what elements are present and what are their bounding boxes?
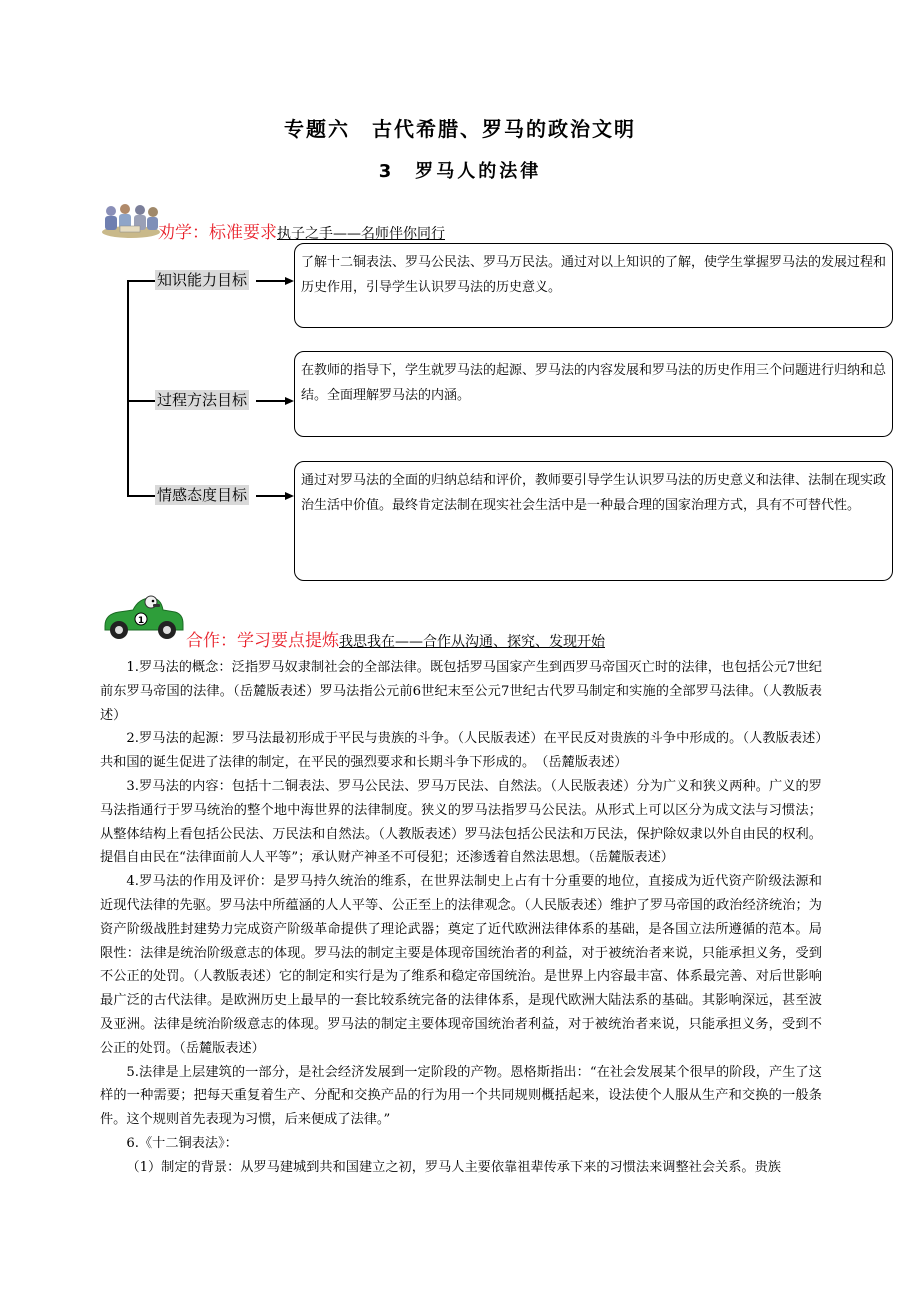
paragraph: （1）制定的背景：从罗马建城到共和国建立之初，罗马人主要依靠祖辈传承下来的习惯法来调整社会关系。贵族	[126, 1159, 781, 1175]
arrow-line	[256, 280, 288, 282]
arrow-line	[256, 495, 288, 497]
arrow-head	[285, 397, 294, 405]
goal-label-attitude: 情感态度目标	[157, 486, 248, 504]
arrow-head	[285, 492, 294, 500]
goal-label-knowledge: 知识能力目标	[157, 271, 248, 289]
goal-label-process: 过程方法目标	[157, 391, 248, 409]
page-subtitle: 3 罗马人的法律	[378, 161, 542, 182]
section1-heading-row	[158, 218, 445, 243]
people-group-icon	[100, 202, 162, 242]
goal-box-process: 在教师的指导下，学生就罗马法的起源、罗马法的内容发展和罗马法的历史作用三个问题进行归纳和总结。全面理解罗马法的内涵。	[294, 351, 893, 437]
paragraph: 2.罗马法的起源：罗马法最初形成于平民与贵族的斗争。（人民版表述）在平民反对贵族的斗争中形成的。（人教版表述）共和国的诞生促进了法律的制定，在平民的强烈要求和长期斗争下形成的。 （岳麓版表述）	[100, 731, 822, 771]
paragraph: 4.罗马法的作用及评价：是罗马持久统治的维系，在世界法制史上占有十分重要的地位，直接成为近代资产阶级法源和近现代法律的先驱。罗马法中所蕴涵的人人平等、公正至上的法律观念。（人民版表述）维护了罗马帝国的政治经济统治；为资产阶级战胜封建势力完成资产阶级革命提供了理论武器；奠定了近代欧洲法律体系的基础，是各国立法所遵循的范本。局限性：法律是统治阶级意志的体现。罗马法的制定主要是体现帝国统治者的利益，对于被统治者来说，只能承担义务，受到不公正的处罚。（人教版表述）它的制定和实行是为了维系和稳定帝国统治。是世界上内容最丰富、体系最完善、对后世影响最广泛的古代法律。是欧洲历史上最早的一套比较系统完备的法律体系，是现代欧洲大陆法系的基础。其影响深远，甚至波及亚洲。法律是统治阶级意志的体现。罗马法的制定主要体现帝国统治者利益，对于被统治者来说，只能承担义务，受到不公正的处罚。（岳麓版表述）	[100, 874, 822, 1056]
goal-box-knowledge: 了解十二铜表法、罗马公民法、罗马万民法。通过对以上知识的了解，使学生掌握罗马法的发展过程和历史作用，引导学生认识罗马法的历史意义。	[294, 243, 893, 328]
section1-heading: 劝学：标准要求	[158, 223, 277, 243]
tree-trunk	[127, 280, 129, 495]
tree-branch	[127, 495, 155, 497]
arrow-line	[256, 400, 288, 402]
study-points	[100, 656, 822, 1180]
paragraph: 3.罗马法的内容：包括十二铜表法、罗马公民法、罗马万民法、自然法。（人民版表述）分为广义和狭义两种。广义的罗马法指通行于罗马统治的整个地中海世界的法律制度。狭义的罗马法指罗马公民法。从形式上可以区分为成文法与习惯法；从整体结构上看包括公民法、万民法和自然法。（人教版表述）罗马法包括公民法和万民法，保护除奴隶以外自由民的权利。提倡自由民在“法律面前人人平等”；承认财产神圣不可侵犯；还渗透着自然法思想。（岳麓版表述）	[100, 778, 822, 866]
goal-box-attitude: 通过对罗马法的全面的归纳总结和评价，教师要引导学生认识罗马法的历史意义和法律、法制在现实政治生活中价值。最终肯定法制在现实社会生活中是一种最合理的国家治理方式，具有不可替代性。	[294, 461, 893, 581]
section2-subheading: 我思我在——合作从沟通、探究、发现开始	[339, 634, 605, 650]
svg-text:1: 1	[137, 616, 145, 626]
race-car-icon	[99, 588, 185, 646]
section1-subheading: 执子之手——名师伴你同行	[277, 226, 445, 242]
paragraph: 5.法律是上层建筑的一部分，是社会经济发展到一定阶段的产物。恩格斯指出：“在社会发展某个很早的阶段，产生了这样的一种需要；把每天重复着生产、分配和交换产品的行为用一个共同规则概括起来，设法使个人服从生产和交换的一般条件。这个规则首先表现为习惯，后来便成了法律。”	[100, 1064, 822, 1128]
section2-heading: 合作：学习要点提炼	[186, 631, 339, 651]
paragraph: 1.罗马法的概念：泛指罗马奴隶制社会的全部法律。既包括罗马国家产生到西罗马帝国灭亡时的法律，也包括公元7世纪前东罗马帝国的法律。（岳麓版表述）罗马法指公元前6世纪末至公元7世纪古代罗马制定和实施的全部罗马法律。（人教版表述）	[100, 660, 822, 723]
tree-branch	[127, 400, 155, 402]
section2-heading-row	[186, 626, 605, 651]
page-title: 专题六 古代希腊、罗马的政治文明	[284, 117, 636, 141]
paragraph: 6.《十二铜表法》：	[126, 1135, 238, 1151]
arrow-head	[285, 277, 294, 285]
tree-branch	[127, 280, 155, 282]
